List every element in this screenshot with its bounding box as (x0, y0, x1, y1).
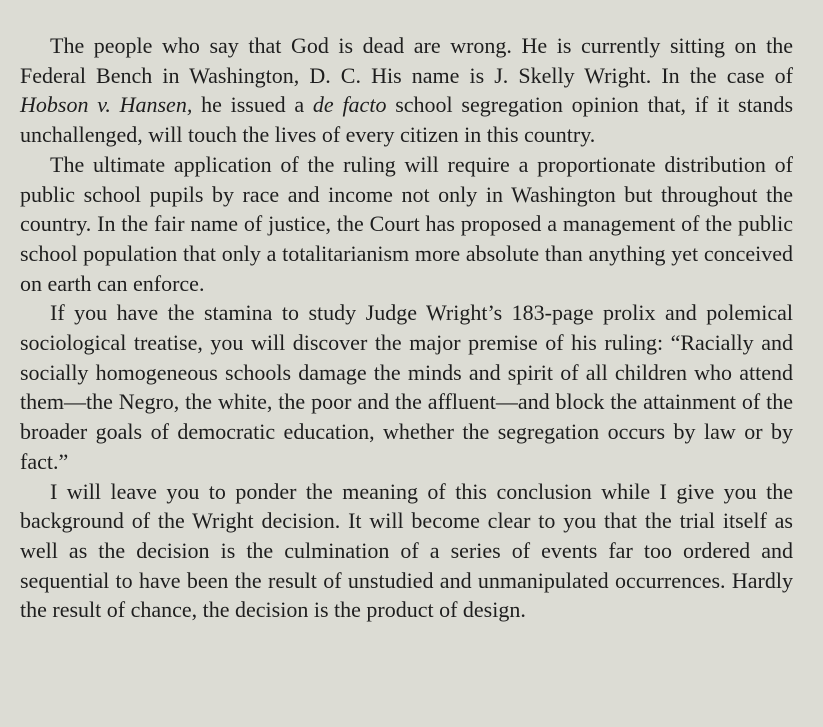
paragraph-2-text: The ultimate application of the ruling will require a proportionate distribution of public school pupils by race and income not only in Washington but throughout the country. In the fair name of justice, the Court has proposed a management of the public school population that only a totalitarianism more absolute than anything yet conceived on earth can enforce. (20, 151, 793, 296)
paragraph-3-text: If you have the stamina to study Judge Wright’s 183-page prolix and polemical sociological treatise, you will discover the major premise of his ruling: “Racially and socially homogeneous schools damage the minds and spirit of all children who attend them—the Negro, the white, the poor and the affluent—and block the attainment of the broader goals of democratic education, whether the segregation occurs by law or by fact.” (20, 300, 793, 474)
paragraph-2 (20, 150, 793, 299)
paragraph-3 (20, 298, 793, 476)
paragraph-1 (20, 31, 793, 150)
paragraph-1-text: he issued a (192, 92, 313, 118)
paragraph-4 (20, 477, 793, 626)
paragraph-4-text: I will leave you to ponder the meaning of this conclusion while I give you the background of the Wright decision. It will become clear to you that the trial itself as well as the decision is the culmination of a series of events far too ordered and sequential to have been the result of unstudied and unmanipulated occurrences. Hardly the result of chance, the decision is the product of design. (20, 478, 793, 623)
paragraph-1-text: school segregation opinion that, if it stands unchallenged, will touch the lives of every citizen in this country. (20, 92, 794, 148)
de-facto-italic: de facto (312, 92, 387, 118)
case-name-italic: Hobson v. Hansen, (20, 92, 193, 118)
paragraph-1-text: The people who say that God is dead are wrong. He is currently sitting on the Federal Bench in Washington, D. C. His name is J. Skelly Wright. In the case of (20, 33, 793, 88)
